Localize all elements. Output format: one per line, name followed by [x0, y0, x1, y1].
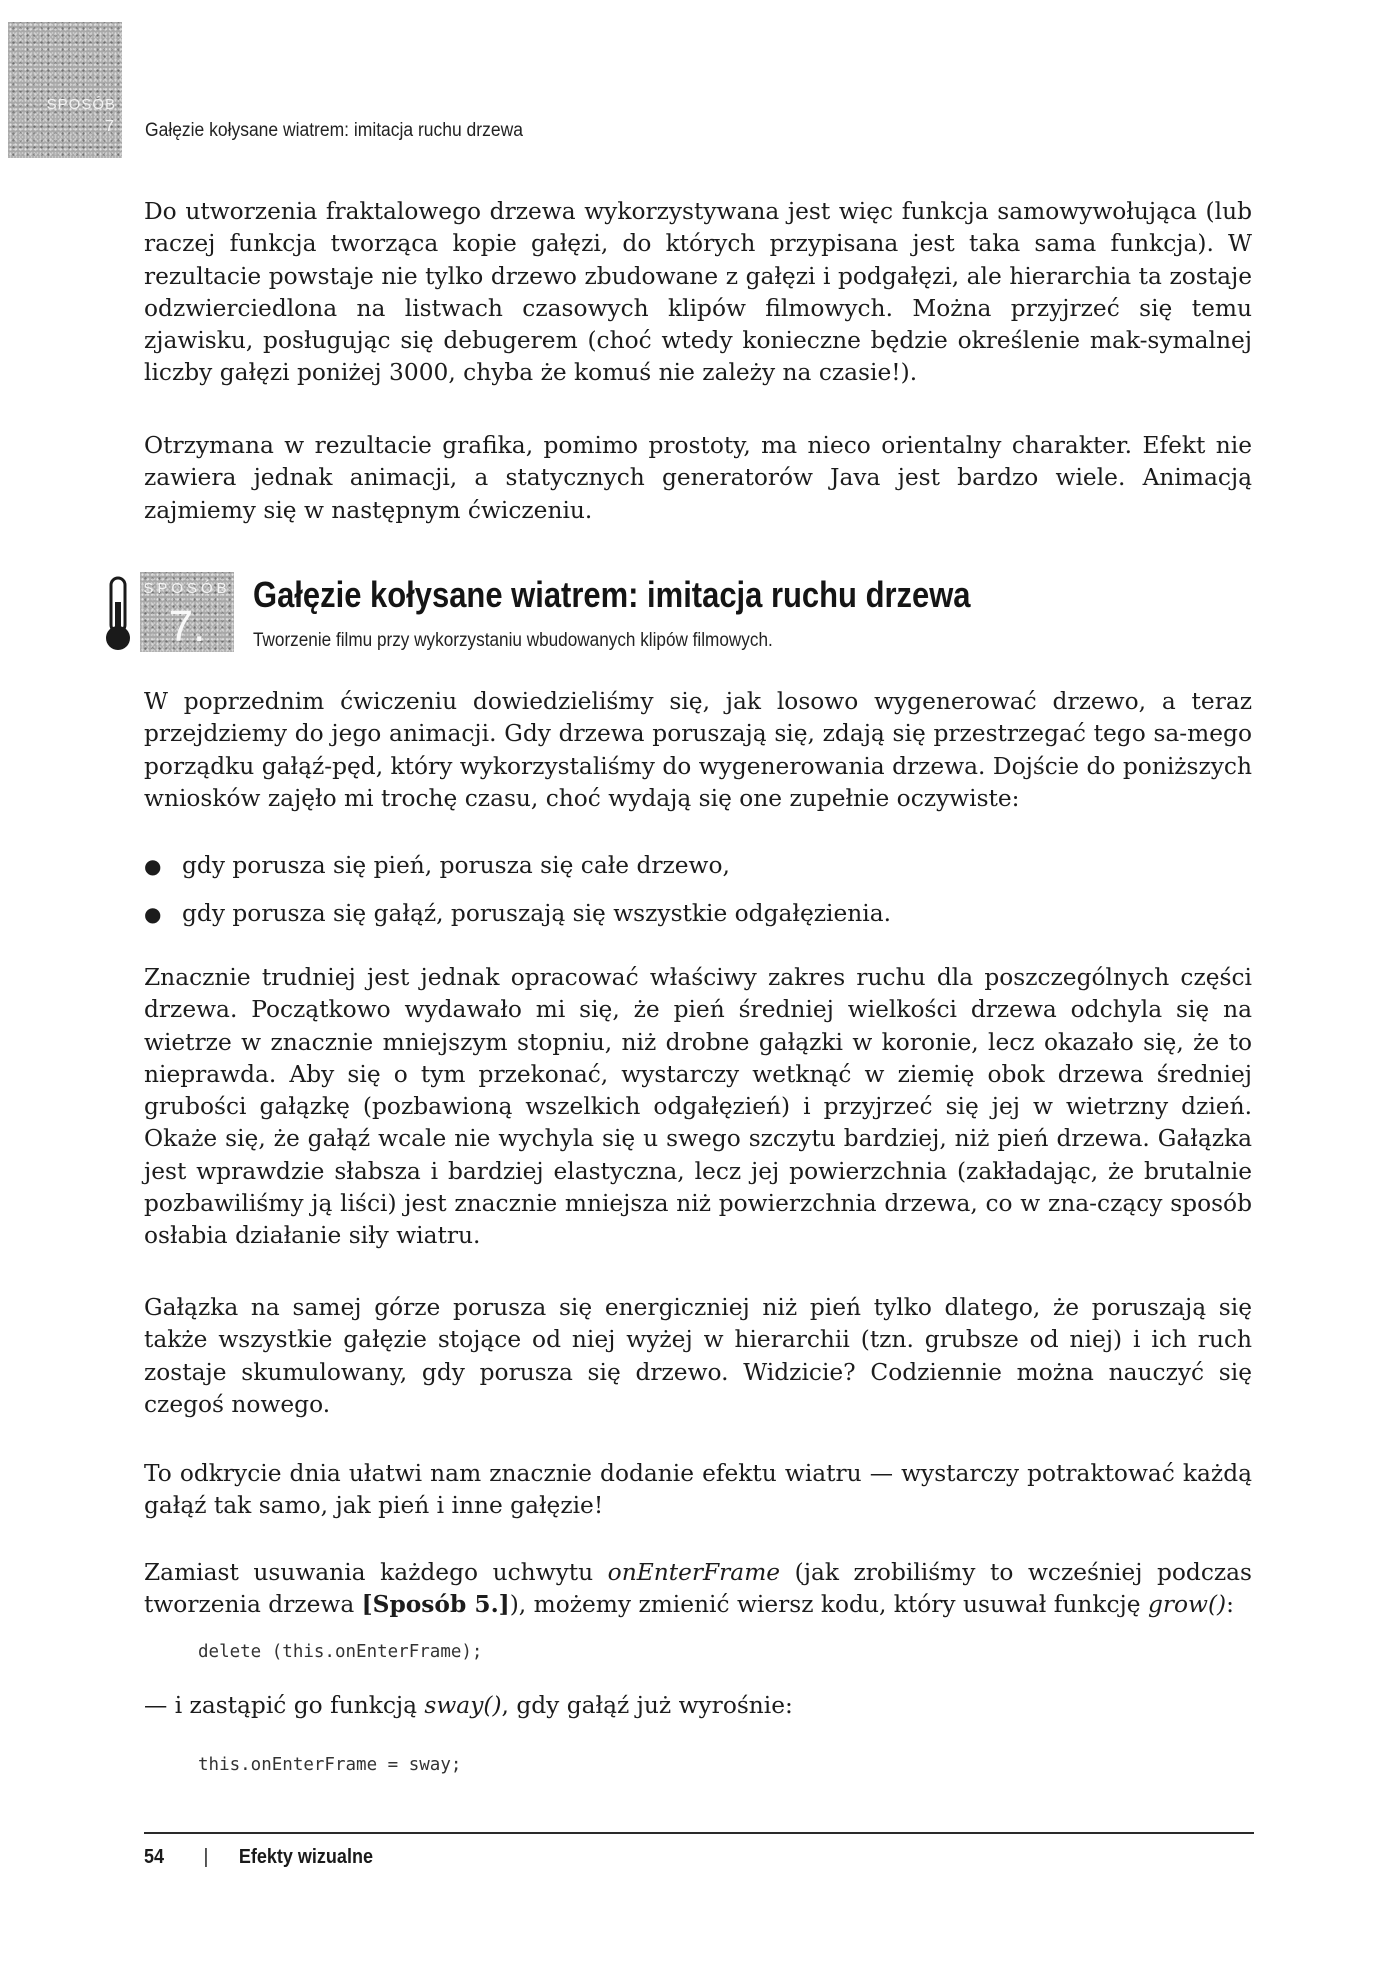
- text-run: Zamiast usuwania każdego uchwytu: [144, 1559, 608, 1586]
- code-reference-onenterframe: onEnterFrame: [607, 1559, 781, 1586]
- page-footer: [144, 1846, 373, 1869]
- body-paragraph-4: [144, 1557, 1252, 1622]
- text-run: — i zastąpić go funkcją: [144, 1692, 425, 1719]
- section-subtitle: Tworzenie filmu przy wykorzystaniu wbudowanych klipów filmowych.: [253, 629, 773, 651]
- running-header-title: Gałęzie kołysane wiatrem: imitacja ruchu drzewa: [145, 120, 523, 141]
- bullet-icon: ●: [144, 854, 162, 878]
- corner-tab-number: 7: [105, 118, 114, 135]
- section-title: Gałęzie kołysane wiatrem: imitacja ruchu drzewa: [253, 574, 971, 615]
- text-run: ), możemy zmienić wiersz kodu, który usuwał funkcję: [509, 1591, 1148, 1619]
- thermometer-icon: [100, 574, 136, 654]
- section-badge-label: SPOSÓB: [143, 580, 231, 597]
- body-paragraph-3: To odkrycie dnia ułatwi nam znacznie dodanie efektu wiatru — wystarczy potraktować każdą gałąź tak samo, jak pień i inne gałęzie!: [144, 1460, 1252, 1520]
- text-run: (jak zrobiliśmy to wcześniej podczas tworzenia drzewa: [144, 1559, 1253, 1619]
- section-intro-paragraph: W poprzednim ćwiczeniu dowiedzieliśmy się, jak losowo wygenerować drzewo, a teraz przejdziemy do jego animacji. Gdy drzewa poruszają się, zdają się przestrzegać tego sa-mego porządku gałąź-pęd, który wykorzystaliśmy do wygenerowania drzewa. Dojście do poniższych wniosków zajęło mi trochę czasu, choć wydają się one zupełnie oczywiste:: [144, 688, 1252, 812]
- body-paragraph-1: Znacznie trudniej jest jednak opracować właściwy zakres ruchu dla poszczególnych części drzewa. Początkowo wydawało mi się, że pień średniej wielkości drzewa odchyla się na wietrze w znacznie mniejszym stopniu, niż drobne gałązki w koronie, lecz okazało się, że to nieprawda. Aby się o tym przekonać, wystarczy wetknąć w ziemię obok drzewa średniej grubości gałązkę (pozbawioną wszelkich odgałęzień) i przyjrzeć się jej w wietrzny dzień. Okaże się, że gałąź wcale nie wychyla się u swego szczytu bardziej, niż pień drzewa. Gałązka jest wprawdzie słabsza i bardziej elastyczna, lecz jej powierzchnia (zakładając, że brutalnie pozbawiliśmy ją liści) jest znacznie mniejsza niż powierzchnia drzewa, co w zna-czący sposób osłabia działanie siły wiatru.: [144, 964, 1252, 1250]
- cross-reference: [Sposób 5.]: [361, 1591, 510, 1619]
- page-number: 54: [144, 1846, 165, 1868]
- text-run: , gdy gałąź już wyrośnie:: [501, 1692, 793, 1719]
- list-item: [144, 850, 730, 882]
- section-badge-number: 7.: [168, 602, 206, 651]
- corner-tab-label: SPOSÓB: [46, 96, 116, 113]
- list-item-text: gdy porusza się pień, porusza się całe drzewo,: [182, 852, 730, 879]
- intro-paragraph-2: Otrzymana w rezultacie grafika, pomimo prostoty, ma nieco orientalny charakter. Efekt nie zawiera jednak animacji, a statycznych generatorów Java jest bardzo wiele. Animacją zajmiemy się w następnym ćwiczeniu.: [144, 432, 1252, 524]
- code-line-2: this.onEnterFrame = sway;: [198, 1755, 462, 1775]
- list-item: [144, 898, 891, 930]
- section-badge: [140, 572, 234, 652]
- text-run: :: [1226, 1591, 1235, 1619]
- body-paragraph-2: Gałązka na samej górze porusza się energiczniej niż pień tylko dlatego, że poruszają się także wszystkie gałęzie stojące od niej wyżej w hierarchii (tzn. grubsze od niej) i ich ruch zostaje skumulowany, gdy porusza się drzewo. Widzicie? Codziennie można nauczyć się czegoś nowego.: [144, 1294, 1252, 1418]
- footer-rule: [144, 1832, 1254, 1834]
- body-paragraph-5: [144, 1690, 1252, 1722]
- corner-section-tab: [8, 22, 122, 158]
- footer-separator: |: [203, 1846, 209, 1868]
- bullet-icon: ●: [144, 902, 162, 926]
- list-item-text: gdy porusza się gałąź, poruszają się wszystkie odgałęzienia.: [182, 900, 891, 927]
- intro-paragraph-1: Do utworzenia fraktalowego drzewa wykorzystywana jest więc funkcja samowywołująca (lub raczej funkcja tworząca kopie gałęzi, do których przypisana jest taka sama funkcja). W rezultacie powstaje nie tylko drzewo zbudowane z gałęzi i podgałęzi, ale hierarchia ta zostaje odzwierciedlona na listwach czasowych klipów filmowych. Można przyjrzeć się temu zjawisku, posługując się debugerem (choć wtedy konieczne będzie określenie mak-symalnej liczby gałęzi poniżej 3000, chyba że komuś nie zależy na czasie!).: [144, 198, 1252, 387]
- chapter-title: Efekty wizualne: [238, 1846, 373, 1868]
- code-reference-sway: sway(): [424, 1692, 502, 1719]
- code-line-1: delete (this.onEnterFrame);: [198, 1642, 483, 1662]
- code-reference-grow: grow(): [1147, 1591, 1227, 1619]
